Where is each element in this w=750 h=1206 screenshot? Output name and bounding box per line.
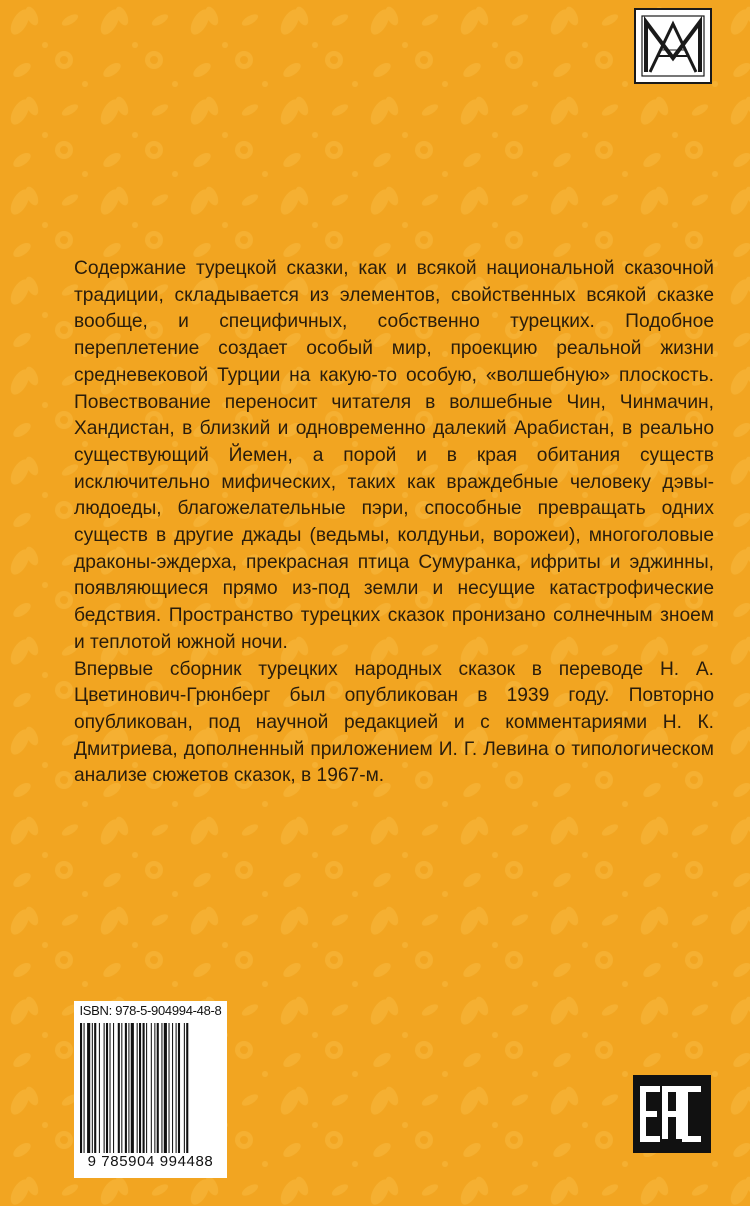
monogram-am-icon [636, 10, 710, 82]
barcode-number: 9 785904 994488 [87, 1153, 214, 1170]
barcode-block [74, 1001, 227, 1178]
barcode-bars [80, 1023, 221, 1153]
description-paragraph: Содержание турецкой сказки, как и всякой национальной сказочной традиции, складывается из элементов, свойственных всякой сказке вообще, и специфичных, собственно турецких. Подобное переплетение создает особый мир, проекцию реальной жизни средневековой Турции на какую-то особую, «волшебную» плоскость. Повествование переносит читателя в волшебные Чин, Чинмачин, Хандистан, в близкий и одновременно далекий Арабистан, в реально существующий Йемен, а порой и в края обитания существ исключительно мифических, таких как враждебные человеку дэвы-людоеды, благожелательные пэри, способные превращать одних существ в другие джады (ведьмы, колдуньи, ворожеи), многоголовые драконы-эждерха, прекрасная птица Сумуранка, ифриты и эджинны, появляющиеся прямо из-под земли и несущие катастрофические бедствия. Пространство турецких сказок пронизано солнечным зноем и теплотой южной ночи. [74, 258, 714, 653]
eac-mark [633, 1075, 711, 1153]
eac-mark-icon [633, 1075, 711, 1153]
book-description [74, 256, 714, 790]
description-paragraph: Впервые сборник турецких народных сказок в переводе Н. А. Цветинович-Грюнберг был опубликован в 1939 году. Повторно опубликован, под научной редакцией и с комментариями Н. К. Дмитриева, дополненный приложением И. Г. Левина о типологическом анализе сюжетов сказок, в 1967-м. [74, 658, 714, 787]
isbn-label: ISBN: 978-5-904994-48-8 [79, 1003, 222, 1018]
publisher-logo [634, 8, 712, 84]
